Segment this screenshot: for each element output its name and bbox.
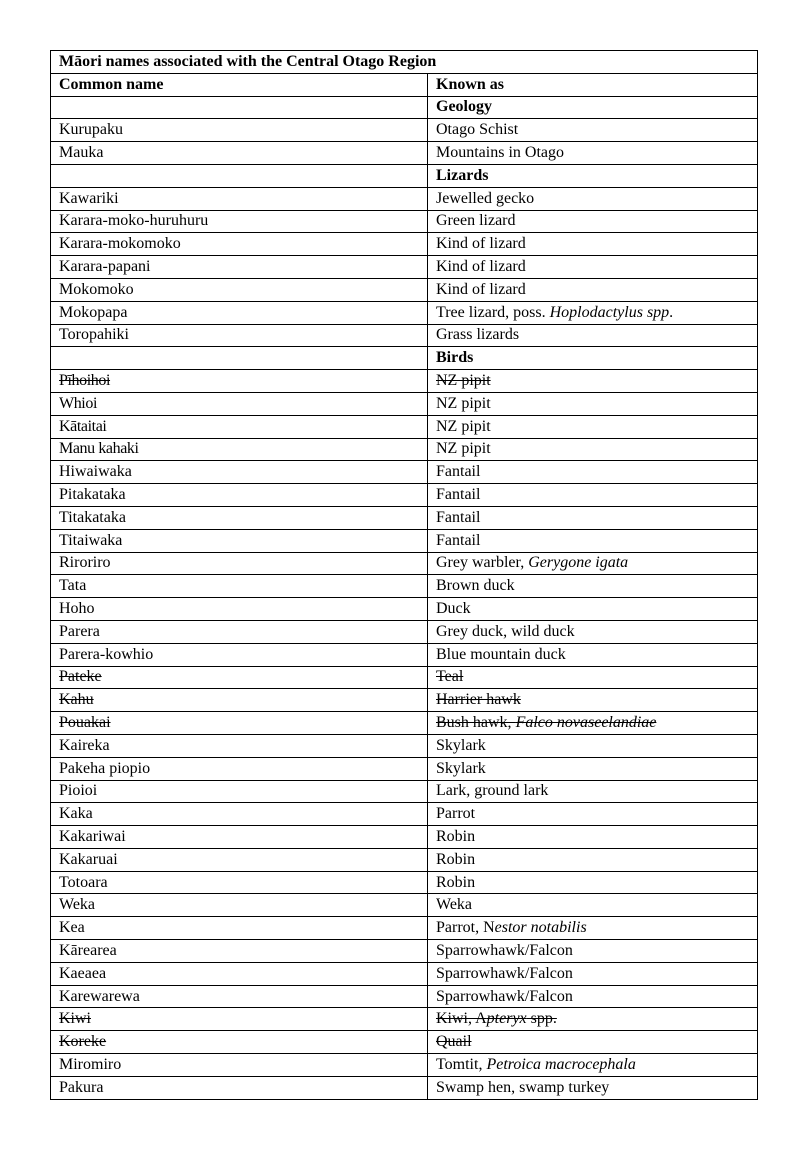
known-as-cell xyxy=(428,940,758,963)
known-as-cell xyxy=(428,712,758,735)
known-as-cell xyxy=(428,917,758,940)
known-as-text: Sparrowhawk/Falcon xyxy=(436,987,573,1005)
known-as-text: Skylark xyxy=(436,736,486,754)
scientific-name: Petroica macrocephala xyxy=(486,1055,636,1073)
common-name-cell: Weka xyxy=(51,894,428,917)
known-as-cell xyxy=(428,1076,758,1099)
table-row xyxy=(51,780,758,803)
known-as-text: Lark, ground lark xyxy=(436,782,549,800)
table-row xyxy=(51,598,758,621)
table-row xyxy=(51,1008,758,1031)
known-as-cell xyxy=(428,757,758,780)
table-body xyxy=(51,51,758,1100)
common-name-cell: Mokomoko xyxy=(51,278,428,301)
scientific-name: estor notabilis xyxy=(494,919,587,937)
table-row xyxy=(51,575,758,598)
known-as-text: Fantail xyxy=(436,531,481,549)
known-as-cell xyxy=(428,256,758,279)
known-as-text: Mountains in Otago xyxy=(436,144,564,162)
common-name-cell: Kahu xyxy=(51,689,428,712)
known-as-text: Otago Schist xyxy=(436,121,519,139)
common-name-cell: Karara-mokomoko xyxy=(51,233,428,256)
table-row xyxy=(51,757,758,780)
known-as-text: Harrier hawk xyxy=(436,691,521,709)
table-row xyxy=(51,461,758,484)
table-row xyxy=(51,210,758,233)
known-as-text: Grass lizards xyxy=(436,326,520,344)
common-name-cell: Miromiro xyxy=(51,1054,428,1077)
known-as-cell xyxy=(428,187,758,210)
table-row xyxy=(51,301,758,324)
common-name-cell: Mauka xyxy=(51,142,428,165)
section-heading: Geology xyxy=(428,96,758,119)
known-as-text: Blue mountain duck xyxy=(436,645,566,663)
known-as-text: Fantail xyxy=(436,486,481,504)
table-row xyxy=(51,370,758,393)
known-as-cell xyxy=(428,848,758,871)
table-row xyxy=(51,278,758,301)
known-as-cell xyxy=(428,438,758,461)
table-row xyxy=(51,666,758,689)
table-row xyxy=(51,689,758,712)
section-row xyxy=(51,164,758,187)
known-as-cell xyxy=(428,780,758,803)
section-row xyxy=(51,96,758,119)
common-name-cell: Karara-papani xyxy=(51,256,428,279)
table-row xyxy=(51,1054,758,1077)
known-as-cell xyxy=(428,575,758,598)
known-as-cell xyxy=(428,278,758,301)
table-row xyxy=(51,734,758,757)
known-as-cell xyxy=(428,552,758,575)
common-name-cell: Titaiwaka xyxy=(51,529,428,552)
table-row xyxy=(51,415,758,438)
known-as-cell xyxy=(428,871,758,894)
common-name-cell: Kaeaea xyxy=(51,962,428,985)
known-as-text: Sparrowhawk/Falcon xyxy=(436,941,573,959)
section-heading: Birds xyxy=(428,347,758,370)
known-as-cell xyxy=(428,142,758,165)
common-name-cell: Pateke xyxy=(51,666,428,689)
table-row xyxy=(51,643,758,666)
known-as-text: Kind of lizard xyxy=(436,280,526,298)
known-as-cell xyxy=(428,826,758,849)
common-name-cell: Kakariwai xyxy=(51,826,428,849)
table-row xyxy=(51,712,758,735)
section-heading: Lizards xyxy=(428,164,758,187)
table-row xyxy=(51,1076,758,1099)
known-as-text: Weka xyxy=(436,896,473,914)
known-as-text: Fantail xyxy=(436,508,481,526)
known-as-text: Robin xyxy=(436,873,476,891)
known-as-cell xyxy=(428,415,758,438)
table-row xyxy=(51,392,758,415)
names-table xyxy=(50,50,758,1100)
known-as-text: Kind of lizard xyxy=(436,258,526,276)
table-row xyxy=(51,1031,758,1054)
common-name-cell: Totoara xyxy=(51,871,428,894)
common-name-cell: Kātaitai xyxy=(51,415,428,438)
scientific-name: pteryx xyxy=(486,1010,527,1028)
known-as-text: Parrot xyxy=(436,805,476,823)
common-name-cell: Manu kahaki xyxy=(51,438,428,461)
known-as-text: Grey duck, wild duck xyxy=(436,622,575,640)
known-as-text: NZ pipit xyxy=(436,417,491,435)
known-as-cell xyxy=(428,985,758,1008)
known-as-cell xyxy=(428,598,758,621)
table-row xyxy=(51,529,758,552)
known-as-cell xyxy=(428,734,758,757)
header-common-name: Common name xyxy=(51,73,428,96)
section-empty-cell xyxy=(51,164,428,187)
known-as-text: Brown duck xyxy=(436,577,515,595)
common-name-cell: Kawariki xyxy=(51,187,428,210)
common-name-cell: Kiwi xyxy=(51,1008,428,1031)
common-name-cell: Kea xyxy=(51,917,428,940)
table-row xyxy=(51,985,758,1008)
known-as-cell xyxy=(428,666,758,689)
known-as-text: Grey warbler, xyxy=(436,554,529,572)
common-name-cell: Hiwaiwaka xyxy=(51,461,428,484)
common-name-cell: Koreke xyxy=(51,1031,428,1054)
common-name-cell: Kurupaku xyxy=(51,119,428,142)
known-as-text: Robin xyxy=(436,827,476,845)
table-row xyxy=(51,119,758,142)
known-as-text: NZ pipit xyxy=(436,440,491,458)
common-name-cell: Pakura xyxy=(51,1076,428,1099)
known-as-text: Kind of lizard xyxy=(436,235,526,253)
common-name-cell: Pakeha piopio xyxy=(51,757,428,780)
known-as-cell xyxy=(428,210,758,233)
common-name-cell: Parera xyxy=(51,620,428,643)
common-name-cell: Kakaruai xyxy=(51,848,428,871)
common-name-cell: Tata xyxy=(51,575,428,598)
known-as-text: Robin xyxy=(436,850,476,868)
table-row xyxy=(51,620,758,643)
table-row xyxy=(51,142,758,165)
section-row xyxy=(51,347,758,370)
common-name-cell: Toropahiki xyxy=(51,324,428,347)
known-as-suffix: spp. xyxy=(526,1010,557,1028)
table-row xyxy=(51,256,758,279)
known-as-text: Fantail xyxy=(436,463,481,481)
table-row xyxy=(51,917,758,940)
known-as-text: Sparrowhawk/Falcon xyxy=(436,964,573,982)
scientific-name: Gerygone igata xyxy=(528,554,629,572)
known-as-cell xyxy=(428,529,758,552)
table-row xyxy=(51,826,758,849)
known-as-cell xyxy=(428,484,758,507)
known-as-text: Swamp hen, swamp turkey xyxy=(436,1078,610,1096)
common-name-cell: Pīhoihoi xyxy=(51,370,428,393)
common-name-cell: Karewarewa xyxy=(51,985,428,1008)
known-as-cell xyxy=(428,301,758,324)
known-as-cell xyxy=(428,803,758,826)
known-as-text: Bush hawk, xyxy=(436,714,516,731)
table-row xyxy=(51,552,758,575)
known-as-text: Tree lizard, poss. xyxy=(436,303,550,321)
known-as-cell xyxy=(428,689,758,712)
common-name-cell: Kārearea xyxy=(51,940,428,963)
known-as-text: NZ pipit xyxy=(436,394,491,412)
known-as-cell xyxy=(428,370,758,393)
common-name-cell: Parera-kowhio xyxy=(51,643,428,666)
known-as-cell xyxy=(428,233,758,256)
known-as-text: Skylark xyxy=(436,759,486,777)
header-known-as: Known as xyxy=(428,73,758,96)
scientific-name: Hoplodactylus spp xyxy=(549,303,670,321)
common-name-cell: Kaka xyxy=(51,803,428,826)
known-as-cell xyxy=(428,461,758,484)
common-name-cell: Karara-moko-huruhuru xyxy=(51,210,428,233)
table-row xyxy=(51,484,758,507)
known-as-text: Green lizard xyxy=(436,212,516,230)
known-as-cell xyxy=(428,643,758,666)
table-row xyxy=(51,940,758,963)
table-title: Māori names associated with the Central Otago Region xyxy=(51,51,758,74)
table-row xyxy=(51,324,758,347)
common-name-cell: Pioioi xyxy=(51,780,428,803)
table-row xyxy=(51,506,758,529)
common-name-cell: Pitakataka xyxy=(51,484,428,507)
known-as-cell xyxy=(428,894,758,917)
header-row xyxy=(51,73,758,96)
table-row xyxy=(51,894,758,917)
known-as-text: Kiwi, A xyxy=(436,1010,487,1028)
known-as-text: NZ pipit xyxy=(436,372,491,390)
known-as-text: Quail xyxy=(436,1033,472,1051)
known-as-text: Parrot, N xyxy=(436,919,495,937)
known-as-cell xyxy=(428,392,758,415)
section-empty-cell xyxy=(51,347,428,370)
known-as-text: Teal xyxy=(436,668,464,686)
known-as-cell xyxy=(428,1054,758,1077)
table-row xyxy=(51,803,758,826)
scientific-name: Falco novaseelandiae xyxy=(515,714,657,731)
common-name-cell: Riroriro xyxy=(51,552,428,575)
known-as-cell xyxy=(428,324,758,347)
known-as-suffix: . xyxy=(669,303,674,321)
table-row xyxy=(51,438,758,461)
section-empty-cell xyxy=(51,96,428,119)
common-name-cell: Whioi xyxy=(51,392,428,415)
known-as-cell xyxy=(428,1031,758,1054)
known-as-cell xyxy=(428,1008,758,1031)
known-as-cell xyxy=(428,506,758,529)
table-row xyxy=(51,871,758,894)
table-row xyxy=(51,233,758,256)
common-name-cell: Pouakai xyxy=(51,712,428,735)
known-as-text: Duck xyxy=(436,600,471,618)
known-as-cell xyxy=(428,962,758,985)
known-as-text: Tomtit, xyxy=(436,1055,487,1073)
known-as-cell xyxy=(428,119,758,142)
table-row xyxy=(51,187,758,210)
common-name-cell: Mokopapa xyxy=(51,301,428,324)
common-name-cell: Kaireka xyxy=(51,734,428,757)
common-name-cell: Hoho xyxy=(51,598,428,621)
table-row xyxy=(51,962,758,985)
table-row xyxy=(51,848,758,871)
known-as-text: Jewelled gecko xyxy=(436,189,535,207)
common-name-cell: Titakataka xyxy=(51,506,428,529)
known-as-cell xyxy=(428,620,758,643)
title-row xyxy=(51,51,758,74)
